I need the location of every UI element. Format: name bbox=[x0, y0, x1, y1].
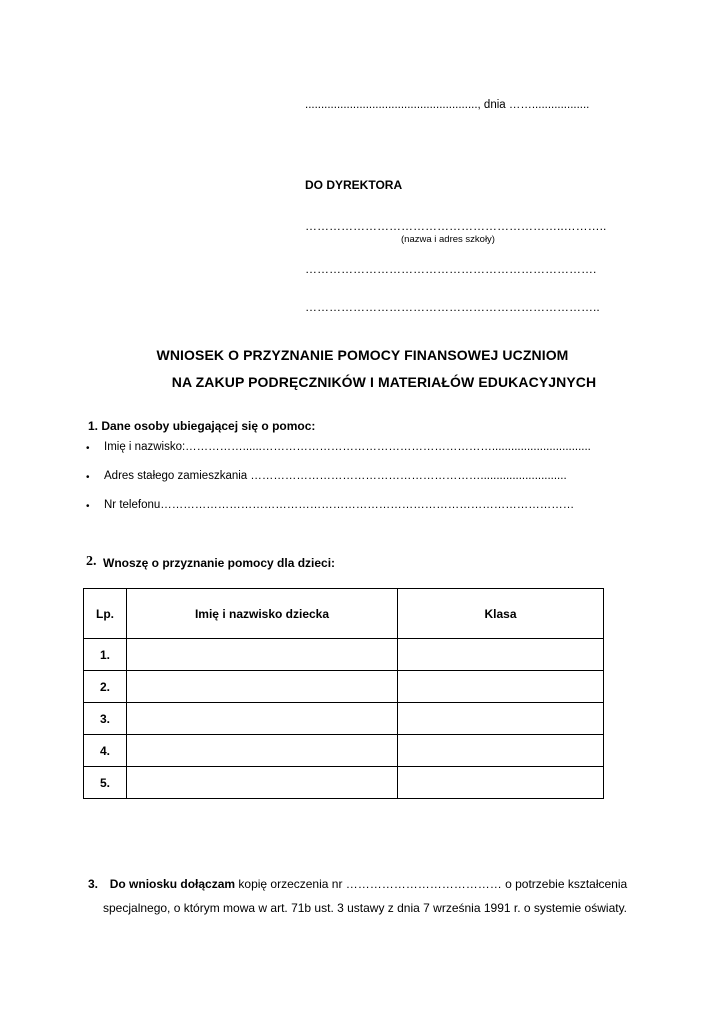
row-number: 2. bbox=[84, 671, 127, 703]
row-number: 1. bbox=[84, 639, 127, 671]
form-title-line-1: WNIOSEK O PRZYZNANIE POMOCY FINANSOWEJ UCZNIOM bbox=[156, 347, 569, 363]
child-class-cell[interactable] bbox=[398, 735, 604, 767]
section-3-line-1 bbox=[88, 877, 627, 891]
child-name-cell[interactable] bbox=[127, 735, 398, 767]
table-row bbox=[84, 703, 604, 735]
section-3-line-2: specjalnego, o którym mowa w art. 71b ust. 3 ustawy z dnia 7 września 1991 r. o systemie oświaty. bbox=[103, 901, 628, 915]
school-name-note: (nazwa i adres szkoły) bbox=[401, 234, 495, 245]
child-name-cell[interactable] bbox=[127, 703, 398, 735]
bullet-icon: • bbox=[86, 472, 90, 483]
place-date-line[interactable]: ......................................................, dnia …….................. bbox=[305, 99, 590, 111]
child-class-cell[interactable] bbox=[398, 639, 604, 671]
row-number: 3. bbox=[84, 703, 127, 735]
applicant-phone-field[interactable]: Nr telefonu……………………………………………………………………………………………… bbox=[104, 499, 575, 511]
child-class-cell[interactable] bbox=[398, 671, 604, 703]
child-name-cell[interactable] bbox=[127, 639, 398, 671]
section-3-text: kopię orzeczenia nr ………………………………… o potrzebie kształcenia bbox=[235, 877, 628, 891]
form-title-line-2: NA ZAKUP PODRĘCZNIKÓW I MATERIAŁÓW EDUKACYJNYCH bbox=[171, 374, 597, 390]
header-child-name: Imię i nazwisko dziecka bbox=[127, 589, 398, 639]
section-2-heading: Wnoszę o przyznanie pomocy dla dzieci: bbox=[103, 556, 336, 570]
applicant-address-field[interactable]: Adres stałego zamieszkania ……………………………………………………........................... bbox=[104, 470, 567, 482]
table-row bbox=[84, 767, 604, 799]
children-table bbox=[83, 588, 604, 799]
child-name-cell[interactable] bbox=[127, 767, 398, 799]
bullet-icon: • bbox=[86, 501, 90, 512]
child-name-cell[interactable] bbox=[127, 671, 398, 703]
section-1-heading: 1. Dane osoby ubiegającej się o pomoc: bbox=[88, 419, 316, 433]
table-row bbox=[84, 735, 604, 767]
addressee-label: DO DYREKTORA bbox=[305, 178, 403, 192]
section-3-number: 3. bbox=[88, 877, 99, 891]
applicant-name-field[interactable]: Imię i nazwisko:……………......……………………………………………………............................... bbox=[104, 441, 591, 453]
school-address-line-1[interactable]: ………………………………………………………………. bbox=[305, 262, 597, 276]
header-class: Klasa bbox=[398, 589, 604, 639]
child-class-cell[interactable] bbox=[398, 767, 604, 799]
school-name-line[interactable]: ………………………………………………………..……….. bbox=[305, 219, 607, 233]
row-number: 5. bbox=[84, 767, 127, 799]
table-header-row bbox=[84, 589, 604, 639]
table-row bbox=[84, 671, 604, 703]
section-3-bold-text: Do wniosku dołączam bbox=[109, 877, 236, 891]
bullet-icon: • bbox=[86, 443, 90, 454]
header-lp: Lp. bbox=[84, 589, 127, 639]
row-number: 4. bbox=[84, 735, 127, 767]
section-2-number: 2. bbox=[86, 554, 97, 569]
school-address-line-2[interactable]: ……………………………………………………………….. bbox=[305, 300, 600, 314]
child-class-cell[interactable] bbox=[398, 703, 604, 735]
table-row bbox=[84, 639, 604, 671]
